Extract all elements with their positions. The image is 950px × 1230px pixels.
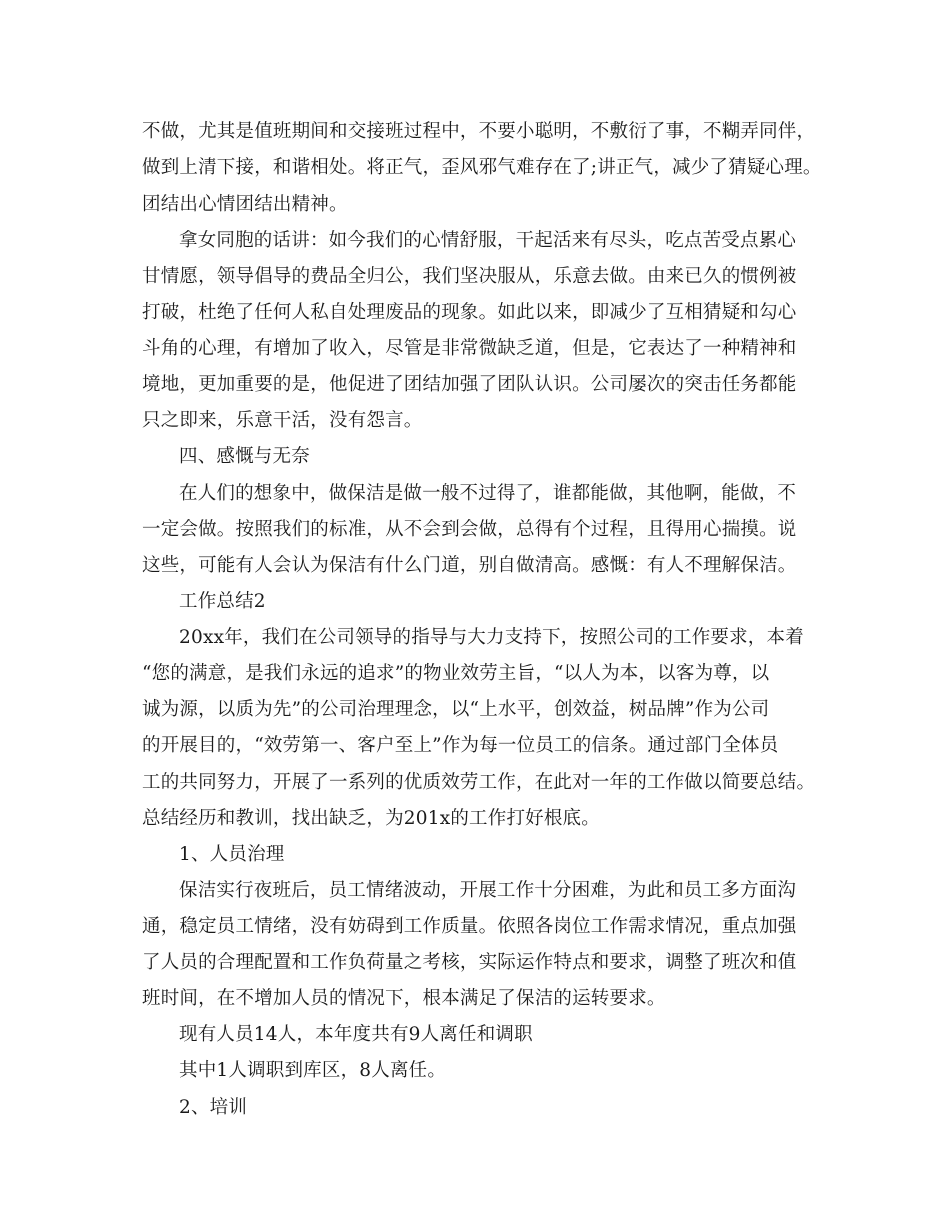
text-line: 20xx年，我们在公司领导的指导与大力支持下，按照公司的工作要求，本着: [179, 627, 804, 648]
text-line: 这些，可能有人会认为保洁有什么门道，别自做清高。感慨：有人不理解保洁。: [142, 555, 797, 576]
section-heading: 2、培训: [179, 1097, 248, 1118]
text-line: 现有人员14人，本年度共有9人离任和调职: [179, 1024, 533, 1045]
text-line: 总结经历和教训，找出缺乏，为201x的工作打好根底。: [142, 808, 600, 829]
text-line: 甘情愿，领导倡导的费品全归公，我们坚决服从，乐意去做。由来已久的惯例被: [142, 266, 797, 287]
text-line: 斗角的心理，有增加了收入，尽管是非常微缺乏道，但是，它表达了一种精神和: [142, 338, 797, 359]
text-line: 团结出心情团结出精神。: [142, 194, 348, 215]
text-line: 工的共同努力，开展了一系列的优质效劳工作，在此对一年的工作做以简要总结。: [142, 772, 816, 793]
text-line: 通，稳定员工情绪，没有妨碍到工作质量。依照各岗位工作需求情况，重点加强: [142, 916, 797, 937]
text-line: 拿女同胞的话讲：如今我们的心情舒服，干起活来有尽头，吃点苦受点累心: [179, 230, 797, 251]
section-heading: 1、人员治理: [179, 844, 285, 865]
section-heading: 工作总结2: [179, 591, 266, 612]
text-line: 了人员的合理配置和工作负荷量之考核，实际运作特点和要求，调整了班次和值: [142, 952, 797, 973]
text-line: 在人们的想象中，做保洁是做一般不过得了，谁都能做，其他啊，能做，不: [179, 483, 797, 504]
section-heading: 四、感慨与无奈: [179, 446, 310, 467]
text-line: 其中1人调职到库区，8人离任。: [179, 1060, 447, 1081]
text-line: 只之即来，乐意干活，没有怨言。: [142, 410, 423, 431]
text-line: 打破，杜绝了任何人私自处理废品的现象。如此以来，即减少了互相猜疑和勾心: [142, 302, 797, 323]
text-line: 不做，尤其是值班期间和交接班过程中，不要小聪明，不敷衍了事，不糊弄同伴，: [142, 121, 816, 142]
text-line: 一定会做。按照我们的标准，从不会到会做，总得有个过程，且得用心揣摸。说: [142, 519, 797, 540]
text-line: 做到上清下接，和谐相处。将正气，歪风邪气难存在了;讲正气，减少了猜疑心理。: [142, 157, 822, 178]
text-line: “您的满意，是我们永远的追求”的物业效劳主旨，“以人为本，以客为尊，以: [142, 663, 770, 684]
text-line: 境地，更加重要的是，他促进了团结加强了团队认识。公司屡次的突击任务都能: [142, 374, 797, 395]
text-line: 诚为源，以质为先”的公司治理理念，以“上水平，创效益，树品牌”作为公司: [142, 699, 770, 720]
text-line: 保洁实行夜班后，员工情绪波动，开展工作十分困难，为此和员工多方面沟: [179, 880, 797, 901]
text-line: 的开展目的，“效劳第一、客户至上”作为每一位员工的信条。通过部门全体员: [142, 735, 779, 756]
text-line: 班时间，在不增加人员的情况下，根本满足了保洁的运转要求。: [142, 988, 666, 1009]
